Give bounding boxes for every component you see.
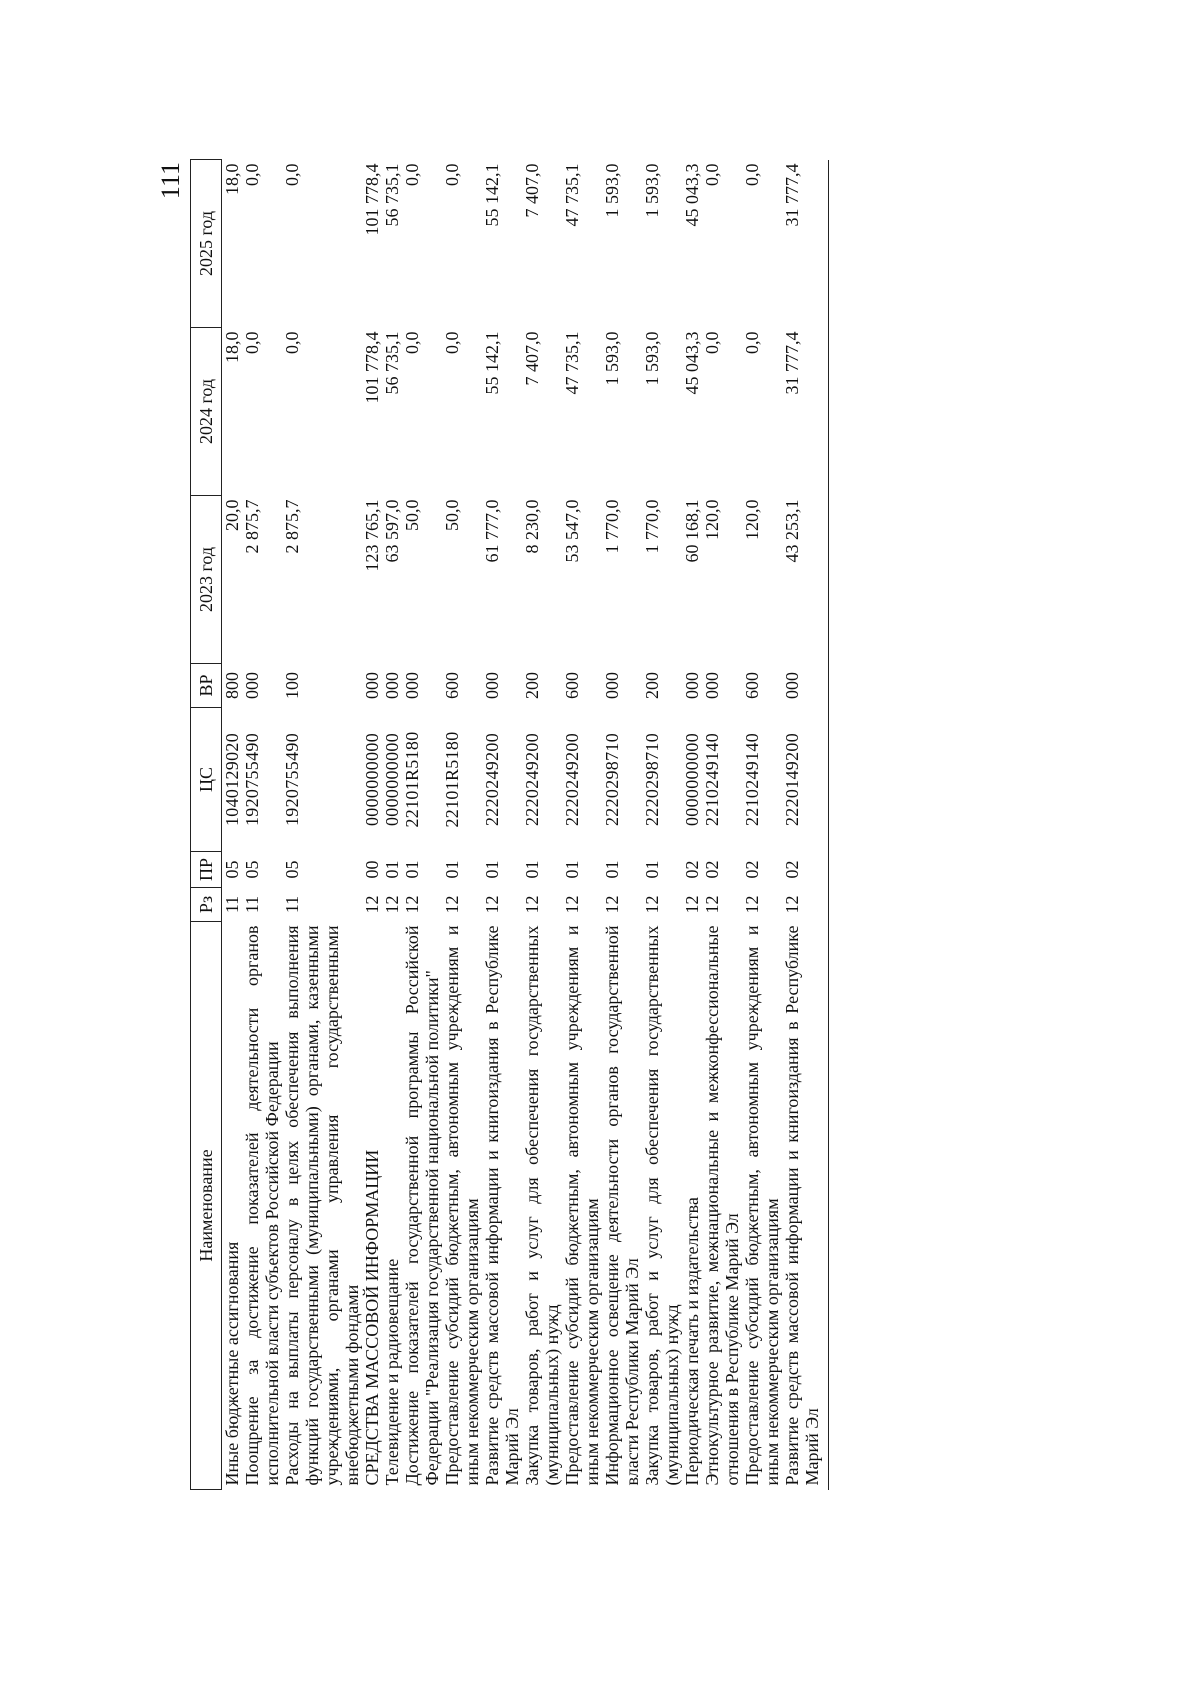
table-row <box>362 160 382 1490</box>
table-row <box>782 160 822 1490</box>
row-2024: 0,0 <box>282 331 302 354</box>
row-vr: 000 <box>402 672 422 699</box>
table-row <box>382 160 402 1490</box>
row-2025: 0,0 <box>442 163 462 186</box>
row-vr: 000 <box>602 672 622 699</box>
row-2023: 61 777,0 <box>482 499 502 563</box>
row-rz: 12 <box>382 895 402 914</box>
table-row <box>402 160 442 1490</box>
row-cs: 0000000000 <box>682 733 702 826</box>
row-name: Расходы на выплаты персоналу в целях обеспечения выполнения функций государственными (муниципальными) органами, казенными учреждениями, органами управления государственными внебюджетными фондами <box>282 925 362 1486</box>
rotated-page <box>150 160 1070 1490</box>
row-2023: 1 770,0 <box>642 499 662 554</box>
row-rz: 12 <box>522 895 542 914</box>
table-row <box>522 160 562 1490</box>
row-name: Развитие средств массовой информации и книгоиздания в Республике Марий Эл <box>782 925 822 1486</box>
row-2023: 43 253,1 <box>782 499 802 563</box>
row-pr: 02 <box>702 860 722 879</box>
row-cs: 2210249140 <box>702 733 722 826</box>
row-name: Развитие средств массовой информации и книгоиздания в Республике Марий Эл <box>482 925 522 1486</box>
row-2023: 2 875,7 <box>282 499 302 554</box>
row-pr: 02 <box>682 860 702 879</box>
row-pr: 01 <box>522 860 542 879</box>
row-pr: 02 <box>782 860 802 879</box>
table-row <box>482 160 522 1490</box>
row-name: Этнокультурное развитие, межнациональные и межконфессиональные отношения в Республике Марий Эл <box>702 925 742 1486</box>
row-2023: 50,0 <box>442 499 462 531</box>
row-vr: 600 <box>562 672 582 699</box>
row-pr: 05 <box>242 860 262 879</box>
table-row <box>682 160 702 1490</box>
row-rz: 12 <box>742 895 762 914</box>
bottom-rule <box>828 160 829 1490</box>
row-2025: 1 593,0 <box>642 163 662 218</box>
header-rz: Рз <box>191 888 222 922</box>
row-2025: 31 777,4 <box>782 163 802 227</box>
row-2024: 0,0 <box>442 331 462 354</box>
row-cs: 1920755490 <box>242 733 262 826</box>
row-pr: 05 <box>282 860 302 879</box>
row-2025: 45 043,3 <box>682 163 702 227</box>
row-2023: 1 770,0 <box>602 499 622 554</box>
row-name: Поощрение за достижение показателей деятельности органов исполнительной власти субъектов Российской Федерации <box>242 925 282 1486</box>
row-vr: 000 <box>682 672 702 699</box>
row-vr: 200 <box>642 672 662 699</box>
row-cs: 1040129020 <box>222 733 242 826</box>
row-2025: 101 778,4 <box>362 163 382 236</box>
row-rz: 12 <box>702 895 722 914</box>
row-2024: 7 407,0 <box>522 331 542 386</box>
row-2025: 0,0 <box>242 163 262 186</box>
row-2025: 7 407,0 <box>522 163 542 218</box>
table-row <box>282 160 362 1490</box>
row-cs: 22101R5180 <box>442 731 462 828</box>
row-cs: 22101R5180 <box>402 731 422 828</box>
row-2025: 0,0 <box>702 163 722 186</box>
table-row <box>442 160 482 1490</box>
header-2023: 2023 год <box>191 496 222 664</box>
header-vr: ВР <box>191 664 222 708</box>
row-2025: 0,0 <box>282 163 302 186</box>
row-pr: 05 <box>222 860 242 879</box>
row-2025: 47 735,1 <box>562 163 582 227</box>
row-2024: 55 142,1 <box>482 331 502 395</box>
row-name: Информационное освещение деятельности органов государственной власти Республики Марий Эл <box>602 925 642 1486</box>
row-2024: 18,0 <box>222 331 242 363</box>
row-2024: 1 593,0 <box>642 331 662 386</box>
row-2025: 1 593,0 <box>602 163 622 218</box>
row-cs: 2220249200 <box>562 733 582 826</box>
row-2024: 101 778,4 <box>362 331 382 404</box>
table-row <box>702 160 742 1490</box>
row-pr: 01 <box>482 860 502 879</box>
row-2024: 47 735,1 <box>562 331 582 395</box>
row-rz: 12 <box>642 895 662 914</box>
table-header-row <box>191 160 222 1490</box>
table-row <box>222 160 243 1490</box>
row-2024: 0,0 <box>242 331 262 354</box>
row-cs: 2220149200 <box>782 733 802 826</box>
row-vr: 000 <box>482 672 502 699</box>
row-cs: 0000000000 <box>362 733 382 826</box>
row-2023: 50,0 <box>402 499 422 531</box>
row-rz: 12 <box>482 895 502 914</box>
row-pr: 01 <box>642 860 662 879</box>
table-body <box>222 160 823 1490</box>
row-2025: 18,0 <box>222 163 242 195</box>
row-name: Иные бюджетные ассигнования <box>222 1241 242 1486</box>
row-vr: 000 <box>702 672 722 699</box>
row-pr: 01 <box>442 860 462 879</box>
row-2023: 8 230,0 <box>522 499 542 554</box>
row-name: Предоставление субсидий бюджетным, автономным учреждениям и иным некоммерческим организациям <box>742 925 782 1486</box>
row-cs: 2220298710 <box>642 733 662 826</box>
row-name: Телевидение и радиовещание <box>382 1258 402 1486</box>
row-2024: 45 043,3 <box>682 331 702 395</box>
row-2023: 123 765,1 <box>362 499 382 572</box>
row-rz: 12 <box>562 895 582 914</box>
row-cs: 2210249140 <box>742 733 762 826</box>
row-vr: 600 <box>442 672 462 699</box>
row-rz: 12 <box>602 895 622 914</box>
row-2024: 0,0 <box>402 331 422 354</box>
row-pr: 02 <box>742 860 762 879</box>
page-number: 111 <box>156 162 185 200</box>
row-2025: 55 142,1 <box>482 163 502 227</box>
row-cs: 0000000000 <box>382 733 402 826</box>
row-2025: 0,0 <box>742 163 762 186</box>
row-vr: 000 <box>242 672 262 699</box>
row-2023: 60 168,1 <box>682 499 702 563</box>
row-cs: 1920755490 <box>282 733 302 826</box>
row-rz: 11 <box>282 895 302 914</box>
row-name: Периодическая печать и издательства <box>682 1197 702 1486</box>
row-vr: 100 <box>282 672 302 699</box>
row-rz: 12 <box>682 895 702 914</box>
row-rz: 11 <box>222 895 242 914</box>
row-name: Достижение показателей государственной программы Российской Федерации "Реализация государственной национальной политики" <box>402 925 442 1486</box>
row-vr: 600 <box>742 672 762 699</box>
row-cs: 2220249200 <box>522 733 542 826</box>
row-name: Предоставление субсидий бюджетным, автономным учреждениям и иным некоммерческим организациям <box>562 925 602 1486</box>
row-2024: 0,0 <box>702 331 722 354</box>
row-2024: 56 735,1 <box>382 331 402 395</box>
row-2025: 0,0 <box>402 163 422 186</box>
row-cs: 2220298710 <box>602 733 622 826</box>
header-2024: 2024 год <box>191 328 222 496</box>
row-rz: 12 <box>362 895 382 914</box>
row-pr: 01 <box>402 860 422 879</box>
row-rz: 12 <box>442 895 462 914</box>
row-vr: 200 <box>522 672 542 699</box>
table-row <box>242 160 282 1490</box>
row-2023: 2 875,7 <box>242 499 262 554</box>
header-2025: 2025 год <box>191 160 222 328</box>
row-vr: 000 <box>362 672 382 699</box>
row-name: СРЕДСТВА МАССОВОЙ ИНФОРМАЦИИ <box>362 1149 382 1486</box>
row-2024: 0,0 <box>742 331 762 354</box>
row-2023: 120,0 <box>742 499 762 540</box>
row-name: Закупка товаров, работ и услуг для обеспечения государственных (муниципальных) нужд <box>642 925 682 1486</box>
table-row <box>642 160 682 1490</box>
header-name: Наименование <box>191 922 222 1490</box>
row-cs: 2220249200 <box>482 733 502 826</box>
row-2023: 63 597,0 <box>382 499 402 563</box>
budget-table <box>190 159 822 1490</box>
row-pr: 01 <box>382 860 402 879</box>
row-pr: 01 <box>602 860 622 879</box>
row-rz: 11 <box>242 895 262 914</box>
row-pr: 01 <box>562 860 582 879</box>
row-rz: 12 <box>402 895 422 914</box>
row-name: Закупка товаров, работ и услуг для обеспечения государственных (муниципальных) нужд <box>522 925 562 1486</box>
header-pr: ПР <box>191 852 222 888</box>
row-2025: 56 735,1 <box>382 163 402 227</box>
row-2024: 31 777,4 <box>782 331 802 395</box>
row-name: Предоставление субсидий бюджетным, автономным учреждениям и иным некоммерческим организациям <box>442 925 482 1486</box>
row-2023: 120,0 <box>702 499 722 540</box>
header-cs: ЦС <box>191 708 222 852</box>
row-vr: 000 <box>782 672 802 699</box>
row-2023: 53 547,0 <box>562 499 582 563</box>
row-pr: 00 <box>362 860 382 879</box>
row-2023: 20,0 <box>222 499 242 531</box>
row-vr: 800 <box>222 672 242 699</box>
table-row <box>562 160 602 1490</box>
table-row <box>602 160 642 1490</box>
table-row <box>742 160 782 1490</box>
row-rz: 12 <box>782 895 802 914</box>
row-2024: 1 593,0 <box>602 331 622 386</box>
row-vr: 000 <box>382 672 402 699</box>
